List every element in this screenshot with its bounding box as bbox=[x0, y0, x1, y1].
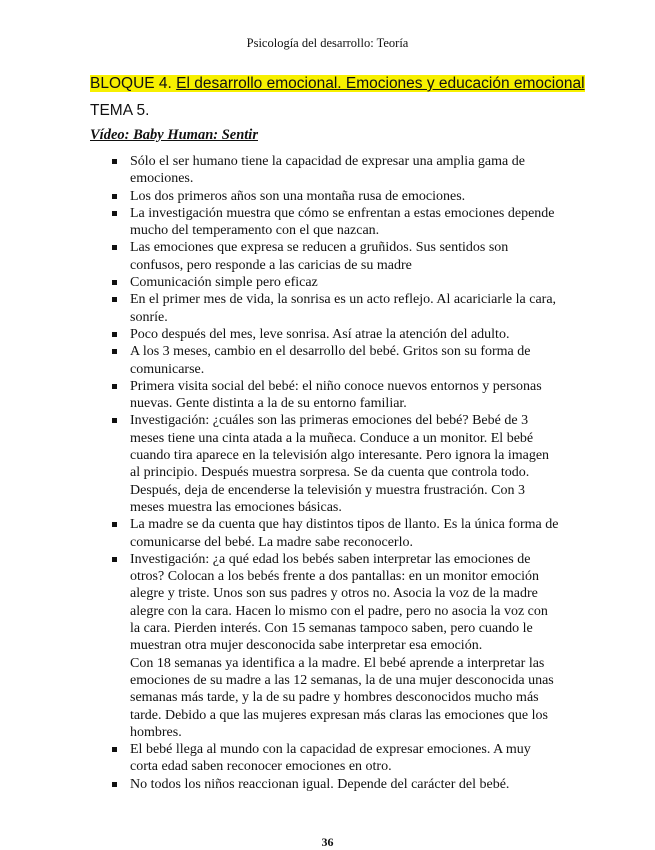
list-item: Las emociones que expresa se reducen a gruñidos. Sus sentidos son confusos, pero responde a las caricias de su madre bbox=[110, 239, 560, 274]
page-number: 36 bbox=[321, 835, 334, 849]
square-bullet-icon bbox=[112, 782, 117, 787]
square-bullet-icon bbox=[112, 245, 117, 250]
section-prefix: BLOQUE 4. bbox=[90, 75, 177, 92]
section-title: El desarrollo emocional. Emociones y educación emocional bbox=[176, 75, 585, 92]
list-item: Poco después del mes, leve sonrisa. Así atrae la atención del adulto. bbox=[110, 326, 560, 343]
video-title: Vídeo: Baby Human: Sentir bbox=[90, 127, 258, 143]
square-bullet-icon bbox=[112, 332, 117, 337]
square-bullet-icon bbox=[112, 159, 117, 164]
square-bullet-icon bbox=[112, 211, 117, 216]
section-heading bbox=[90, 74, 585, 93]
square-bullet-icon bbox=[112, 557, 117, 562]
list-item: Investigación: ¿a qué edad los bebés saben interpretar las emociones de otros? Colocan a los bebés frente a dos pantallas: en un monitor emoción alegre y triste. Unos son sus padres y otros no. Asocia la voz de la madre alegre con la cara. Hacen lo mismo con el padre, pero no asocia la voz con la cara. Pierden interés. Con 15 semanas tampoco saben, pero cuando le muestran otra mujer desconocida sabe interpretar esa emoción. Con 18 semanas ya identifica a la madre. El bebé aprende a interpretar las emociones de su madre a las 12 semanas, la de una mujer desconocida unas semanas más tarde, y la de su padre y hombres desconocidos mucho más tarde. Debido a que las mujeres expresan más claras las emociones que los hombres. bbox=[110, 551, 560, 741]
list-item: A los 3 meses, cambio en el desarrollo del bebé. Gritos son su forma de comunicarse. bbox=[110, 343, 560, 378]
list-item-continuation: Con 18 semanas ya identifica a la madre. El bebé aprende a interpretar las emociones de su madre a las 12 semanas, la de una mujer desconocida unas semanas más tarde, y la de su padre y hombres desconocidos mucho más tarde. Debido a que las mujeres expresan más claras las emociones que los hombres. bbox=[130, 655, 554, 740]
page-header: Psicología del desarrollo: Teoría bbox=[246, 36, 409, 50]
square-bullet-icon bbox=[112, 747, 117, 752]
square-bullet-icon bbox=[112, 418, 117, 423]
list-item: El bebé llega al mundo con la capacidad de expresar emociones. A muy corta edad saben reconocer emociones en otro. bbox=[110, 741, 560, 776]
list-item: La madre se da cuenta que hay distintos tipos de llanto. Es la única forma de comunicarse del bebé. La madre sabe reconocerlo. bbox=[110, 516, 560, 551]
square-bullet-icon bbox=[112, 384, 117, 389]
list-item: En el primer mes de vida, la sonrisa es un acto reflejo. Al acariciarle la cara, sonríe. bbox=[110, 291, 560, 326]
topic-label: TEMA 5. bbox=[90, 102, 150, 119]
list-item: Investigación: ¿cuáles son las primeras emociones del bebé? Bebé de 3 meses tiene una cinta atada a la muñeca. Conduce a un monitor. El bebé cuando tira aparece en la televisión algo interesante. Pero ignora la imagen al principio. Después muestra sorpresa. Se da cuenta que controla todo. Después, deja de encenderse la televisión y muestra frustración. Con 3 meses muestra las emociones básicas. bbox=[110, 412, 560, 516]
list-item: No todos los niños reaccionan igual. Depende del carácter del bebé. bbox=[110, 776, 560, 793]
square-bullet-icon bbox=[112, 522, 117, 527]
section-heading-highlight bbox=[90, 75, 585, 92]
list-item: Los dos primeros años son una montaña rusa de emociones. bbox=[110, 188, 560, 205]
bullet-list bbox=[110, 153, 560, 793]
list-item: Comunicación simple pero eficaz bbox=[110, 274, 560, 291]
square-bullet-icon bbox=[112, 194, 117, 199]
list-item: Sólo el ser humano tiene la capacidad de expresar una amplia gama de emociones. bbox=[110, 153, 560, 188]
list-item: Primera visita social del bebé: el niño conoce nuevos entornos y personas nuevas. Gente distinta a la de su entorno familiar. bbox=[110, 378, 560, 413]
square-bullet-icon bbox=[112, 349, 117, 354]
list-item: La investigación muestra que cómo se enfrentan a estas emociones depende mucho del temperamento con el que nazcan. bbox=[110, 205, 560, 240]
square-bullet-icon bbox=[112, 280, 117, 285]
square-bullet-icon bbox=[112, 297, 117, 302]
